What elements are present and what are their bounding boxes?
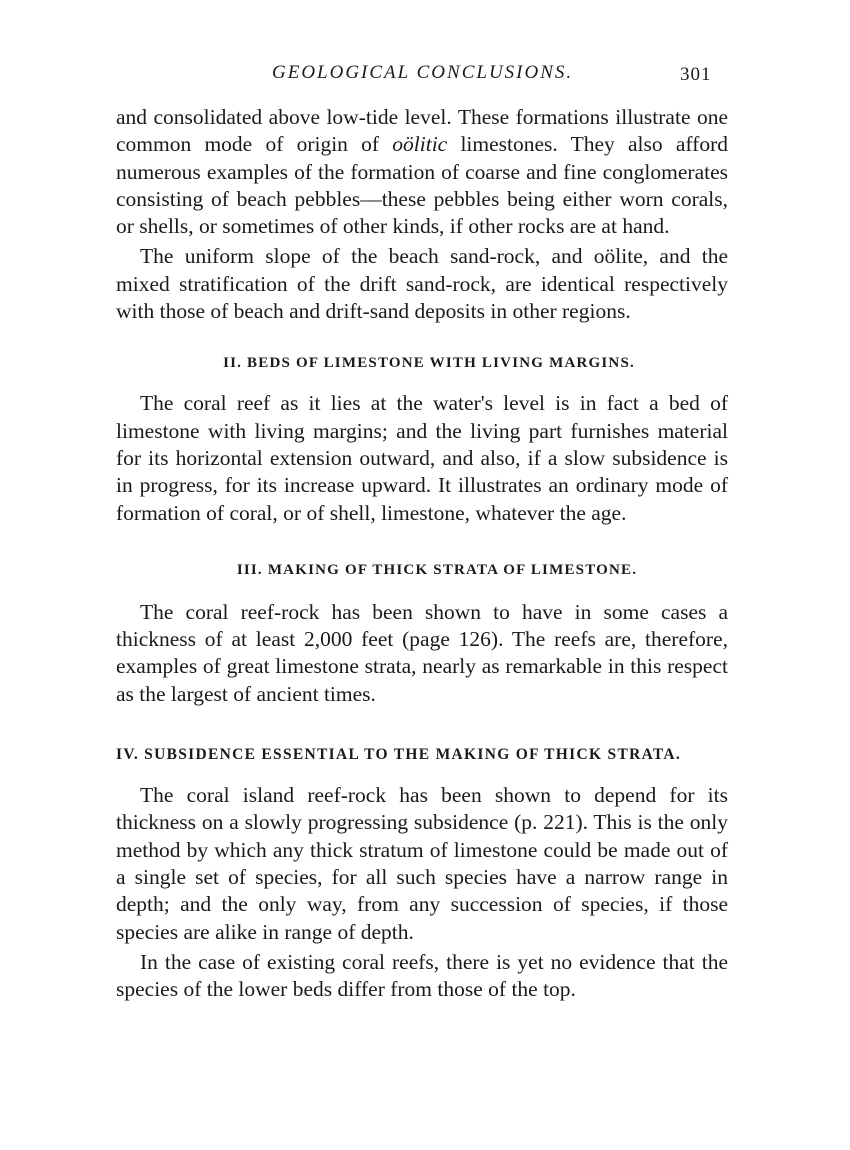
- italic-term: oölitic: [392, 132, 448, 157]
- section-heading-beds-of-limestone: II. BEDS OF LIMESTONE WITH LIVING MARGINS.: [223, 355, 635, 372]
- paragraph-text: limestones. They also afford numerous examples of the formation of coarse and fine conglomerates consisting of beach pebbles—these pebbles being either worn corals, or shells, or sometimes of other kinds, if other rocks are at hand.: [116, 132, 728, 239]
- paragraph: The coral reef as it lies at the water's level is in fact a bed of limestone with living margins; and the living part furnishes material for its horizontal extension outward, and also, if a slow subsidence is in progress, for its increase upward. It illustrates an ordinary mode of formation of coral, or of shell, limestone, whatever the age.: [116, 391, 728, 525]
- running-title: GEOLOGICAL CONCLUSIONS.: [272, 62, 574, 83]
- paragraph: The uniform slope of the beach sand-rock, and oölite, and the mixed stratification of the drift sand-rock, are identical respectively with those of beach and drift-sand deposits in other regions.: [116, 244, 728, 324]
- body-text: [116, 104, 728, 1003]
- paragraph: The coral reef-rock has been shown to have in some cases a thickness of at least 2,000 feet (page 126). The reefs are, therefore, examples of great limestone strata, nearly as remarkable in this respect as the largest of ancient times.: [116, 599, 728, 706]
- running-head: [0, 62, 850, 90]
- section-heading-subsidence: IV. SUBSIDENCE ESSENTIAL TO THE MAKING OF THICK STRATA.: [116, 746, 682, 764]
- paragraph: The coral island reef-rock has been shown to depend for its thickness on a slowly progressing subsidence (p. 221). This is the only method by which any thick stratum of limestone could be made out of a single set of species, for all such species have a narrow range in depth; and the only way, from any succession of species, if those species are alike in range of depth.: [116, 783, 728, 944]
- section-heading-thick-strata: III. MAKING OF THICK STRATA OF LIMESTONE.: [236, 561, 638, 578]
- paragraph: In the case of existing coral reefs, there is yet no evidence that the species of the lower beds differ from those of the top.: [116, 949, 728, 1002]
- page-number: 301: [680, 64, 712, 85]
- paragraph-text: and consolidated above low-tide level. These formations illustrate one common mode of origin of: [116, 105, 728, 157]
- paragraph-continued: [116, 104, 728, 240]
